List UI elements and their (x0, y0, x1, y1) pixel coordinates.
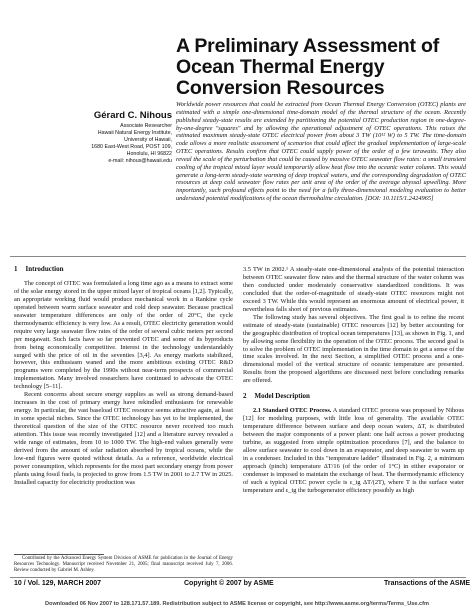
footnote-rule (14, 554, 104, 555)
footer-page-info: 10 / Vol. 129, MARCH 2007 (14, 580, 102, 587)
footer-journal: Transactions of the ASME (384, 580, 471, 587)
subsection-text: A standard OTEC process was proposed by Nihous [12] for modeling purposes, with little loss of generality. The available OTEC temperature difference between surface and deep ocean waters, ΔT, is distributed between the major components of a power plant: one half across a power producing turbine, as suggested from simple optimization procedures [7], and the balance to allow surface seawater to cool down in an evaporator, and deep seawater to warm up in a condenser. Included in this "temperature ladder" illustrated in Fig. 2, a minimum approach (pinch) temperature ΔT/16 (of the order of 1°C) in either evaporator or condenser is imposed to maintain the exchange of heat. The thermodynamic efficiency of such a typical OTEC power cycle is ε_tg ΔT/(2T), where T is the surface water temperature and ε_tg the turbogenerator efficiency possibly as high (243, 407, 464, 494)
left-column (14, 266, 233, 487)
author-email: e-mail: nihous@hawaii.edu (108, 158, 172, 164)
affiliation-line: 1680 East-West Road, POST 109, (91, 144, 172, 150)
section-number: 1 (14, 265, 18, 273)
body-paragraph: The concept of OTEC was formulated a long time ago as a means to extract some of the solar energy stored in the upper mixed layer of tropical oceans [1,2]. Typically, an appropriate working fluid would produce mechanical work in a Rankine cycle operated between warm surface seawater and cold deep seawater. Because practical seawater temperature differences are only of the order of 20°C, the cycle thermodynamic efficiency is very low. As a result, OTEC electricity generation would require very large seawater flow rates of the order of several cubic meters per second per megawatt. Such facts have so far prevented OTEC and some of its byproducts from being economically competitive. Interest in the technology understandably surged with the price of oil in the seventies [3,4]. As energy markets stabilized, however, this enthusiasm waned and the more ambitious existing OTEC R&D programs were completed by the 1990s without near-term prospects of commercial implementation. Many involved researchers have continued to advocate the OTEC technology [5–11]. (14, 279, 233, 391)
footnote-url (0, 0, 1, 1)
divider (10, 256, 466, 257)
affiliation-line: Honolulu, HI 96822 (126, 151, 172, 157)
affiliation-line: University of Hawaii, (124, 137, 172, 143)
body-paragraph (243, 407, 464, 494)
paper-title: A Preliminary Assessment of Ocean Thermal Energy Conversion Resources (176, 35, 440, 99)
footer-rule (10, 577, 466, 578)
download-notice: Downloaded 06 Nov 2007 to 128.171.57.189. Redistribution subject to ASME license or copyright, see http://www.asme.org/terms/Terms_Use.cfm (44, 601, 429, 607)
section-title: Model Description (254, 392, 310, 401)
body-paragraph: Recent concerns about secure energy supplies as well as strong demand-based increases in the cost of primary energy have rekindled enthusiasm for renewable energy. In particular, the vast baseload OTEC resource seems attractive again, at least in some special niches. Since the OTEC technology has yet to be implemented, the theoretical question of the size of the OTEC resource never received too much attention. This issue was recently investigated [12] and a literature survey revealed a wide range of estimates, from 10 to 1000 TW. The high-end values generally were derived from the amount of solar radiation absorbed by tropical oceans, while the low-end figures were quoted without details. As a reference, worldwide electrical power consumption, which represents for the most part secondary energy from power plants using fossil fuels, is projected to grow from 1.5 TW in 2001 to 2.7 TW in 2025. Installed capacity for electricity production was (14, 391, 233, 486)
footer-copyright: Copyright © 2007 by ASME (184, 580, 274, 587)
abstract: Worldwide power resources that could be extracted from Ocean Thermal Energy Conversion (OTEC) plants are estimated with a simple one-dimensional time-domain model of the thermal structure of the ocean. Recently published steady-state results are extended by partitioning the potential OTEC production region in one-degree-by-one-degree "squares" and by allowing the operational adjustment of OTEC operations. This raises the estimated maximum steady-state OTEC electrical power from about 3 TW (10¹² W) to 5 TW. The time-domain code allows a more realistic assessment of scenarios that could affect the gradual implementation of large-scale OTEC operations. Results confirm that OTEC could supply power of the order of a few terawatts. They also reveal the scale of the perturbation that could be caused by massive OTEC seawater flow rates: a small transient cooling of the tropical mixed layer would temporarily allow heat flow into the oceanic water column. This would generate a long-term steady-state warming of deep tropical waters, and the corresponding degradation of OTEC resources at deep cold seawater flow rates per unit area of the order of the average abyssal upwelling. More importantly, such profound effects point to the need for a fully three-dimensional modeling evaluation to better understand potential modifications of the ocean thermohaline circulation. [DOI: 10.1115/1.2424965] (176, 101, 466, 203)
affiliation-line: Associate Researcher (120, 123, 172, 129)
section-heading (14, 266, 233, 274)
body-paragraph: 3.5 TW in 2002.¹ A steady-state one-dimensional analysis of the potential interaction between OTEC seawater flow rates and the thermal structure of the water column was then conducted under moderately conservative standardized conditions. It was concluded that the order-of-magnitude of steady-state OTEC resources might not exceed 3 TW. While this would represent an enormous amount of electrical power, it nevertheless falls short of previous estimates. (243, 266, 464, 313)
footnote-text: Contributed by the Advanced Energy System Division of ASME for publication in the Journal of Energy Resources Technology. Manuscript received November 21, 2005; final manuscript received July 7, 2006. Review conducted by Gabriel M. Ashley. (14, 556, 233, 574)
subsection-heading: 2.1 Standard OTEC Process. (253, 407, 332, 415)
author-name: Gérard C. Nihous (93, 110, 172, 121)
footnote (14, 556, 233, 574)
section-title: Introduction (25, 265, 64, 273)
section-heading (243, 393, 464, 401)
right-column (243, 266, 464, 495)
affiliation-line: Hawaii Natural Energy Institute, (97, 130, 172, 136)
section-number: 2 (243, 392, 247, 401)
body-paragraph: The following study has several objectives. The first goal is to refine the recent estimate of steady-state (sustainable) OTEC resources [12] by better accounting for the geographic distribution of tropical ocean temperatures [13], as shown in Fig. 1, and by allowing some flexibility in the operation of the OTEC process. The second goal is to solve the problem of OTEC implementation in the time domain to get a sense of the time scales involved. In the next Section, a simplified OTEC process and a one-dimensional model of the vertical structure of oceanic temperature are presented. Results from the proposed algorithms are discussed next before concluding remarks are offered. (243, 313, 464, 385)
